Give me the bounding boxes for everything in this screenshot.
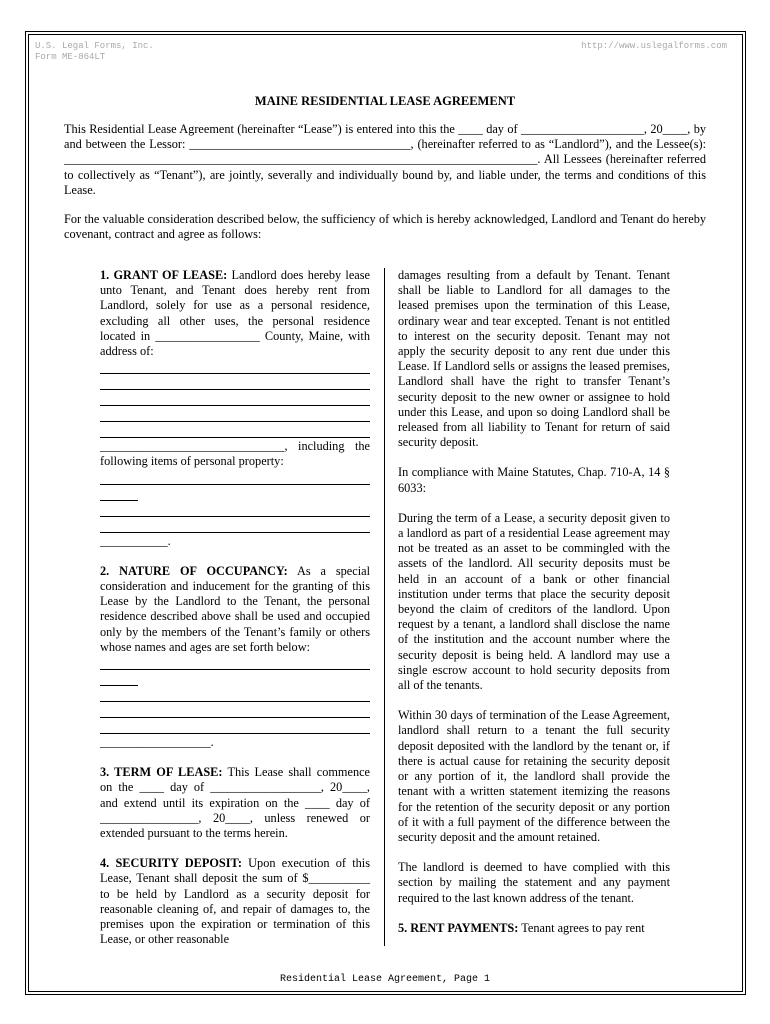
section-4-body: Upon execution of this Lease, Tenant shall deposit the sum of $__________ to be held by Landlord as a security deposit for reasonable cleaning of, and repair of damages to, the premises upon the expiration or termination of this Lease, or other reasonable [100,856,371,947]
section-1-end: ___________. [100,533,171,548]
section-4 [100,856,370,947]
section-3-heading: 3. TERM OF LEASE: [100,765,223,780]
intro-section [64,122,706,256]
intro-paragraph-2: For the valuable consideration described below, the sufficiency of which is hereby acknowledged, Landlord and Tenant do hereby covenant, contract and agree as follows: [64,212,706,242]
occupant-line[interactable] [100,703,370,718]
occupant-line[interactable] [100,719,370,734]
section-1-body: Landlord does hereby lease unto Tenant, and Tenant does hereby rent from Landlord, solely for use as a personal residence, excluding all other uses, the personal residence located in _________________ County, Maine, with address of: [100,268,370,359]
header-left [35,41,154,63]
address-line[interactable] [100,375,370,390]
form-id: Form ME-864LT [35,52,106,62]
section-1-heading: 1. GRANT OF LEASE: [100,268,228,282]
company-name: U.S. Legal Forms, Inc. [35,41,154,51]
page-footer: Residential Lease Agreement, Page 1 [279,974,491,985]
right-column [398,268,670,936]
section-5-body: Tenant agrees to pay rent [518,920,645,935]
property-line-short[interactable] [100,486,138,501]
section-4-heading: 4. SECURITY DEPOSIT: [100,856,242,871]
property-line[interactable] [100,502,370,517]
property-line[interactable] [100,470,370,485]
document-title: MAINE RESIDENTIAL LEASE AGREEMENT [254,94,516,108]
section-3-body: This Lease shall commence on the ____ day of __________________, 20____, and extend until its expiration on the ____ day of ________________, 20____, unless renewed or extended pursuant to the terms herein. [100,765,371,841]
address-line[interactable] [100,423,370,438]
statute-return-paragraph: Within 30 days of termination of the Lease Agreement, landlord shall return to a tenant the full security deposit deposited with the landlord by the tenant or, if there is actual cause for retaining the security deposit or any portion of it, the landlord shall provide the tenant with a written statement itemizing the reasons for the retention of the security deposit or any portion of it with a full payment of the difference between the security deposit and the amount retained. [398,708,670,844]
property-line[interactable] [100,518,370,533]
section-5 [398,921,670,936]
occupant-line[interactable] [100,687,370,702]
address-line[interactable] [100,407,370,422]
section-5-heading: 5. RENT PAYMENTS: [398,920,519,935]
header-url[interactable]: http://www.uslegalforms.com [581,41,727,51]
section-3 [100,765,370,841]
section-1-tail: ______________________________, including the following items of personal property: [100,439,370,469]
section-2-body: As a special consideration and inducement for the granting of this Lease by the Landlord to the Tenant, the personal residence described above shall be used and occupied only by the members of the Tenant’s family or others whose names and ages are set forth below: [100,563,370,654]
statute-mailing-paragraph: The landlord is deemed to have complied with this section by mailing the statement and any payment required to the last known address of the tenant. [398,860,670,905]
address-line[interactable] [100,359,370,374]
section-2-heading: 2. NATURE OF OCCUPANCY: [100,563,288,578]
column-divider [384,268,385,946]
address-line[interactable] [100,391,370,406]
left-column [100,268,370,947]
intro-paragraph-1: This Residential Lease Agreement (hereinafter “Lease”) is entered into this the ____ day of ____________________, 20____, by and between the Lessor: ____________________________________, (hereinafter referred to as “Landlord”), and the Lessee(s): _____________________________________________________________________________. All Lessees (hereinafter referred to collectively as “Tenant”), are jointly, severally and individually bound by, and liable under, the terms and conditions of this Lease. [64,122,706,197]
statute-deposit-paragraph: During the term of a Lease, a security deposit given to a landlord as part of a residential Lease agreement may not be treated as an asset to be commingled with the assets of the landlord. All security deposits must be held in an account of a bank or other financial institution under terms that place the security deposit beyond the claim of creditors of the landlord. Upon request by a tenant, a landlord shall disclose the name of the institution and the account number where the security deposit is being held. A landlord may use a single escrow account to hold security deposits from all of the tenants. [398,510,670,693]
section-2-end: __________________. [100,735,214,750]
statute-reference: In compliance with Maine Statutes, Chap. 710-A, 14 § 6033: [398,465,670,495]
occupant-line[interactable] [100,655,370,670]
section-2 [100,564,370,655]
occupant-line-short[interactable] [100,671,138,686]
deposit-continuation: damages resulting from a default by Tenant. Tenant shall be liable to Landlord for all damages to the leased premises upon the termination of this Lease, ordinary wear and tear excepted. Tenant is not entitled to interest on the security deposit. Tenant may not apply the security deposit to any rent due under this Lease. If Landlord sells or assigns the leased premises, Landlord shall have the right to transfer Tenant’s security deposit to the new owner or assignee to hold under this Lease, and upon so doing Landlord shall be released from all liability to Tenant for return of said security deposit. [398,268,670,450]
section-1 [100,268,370,359]
